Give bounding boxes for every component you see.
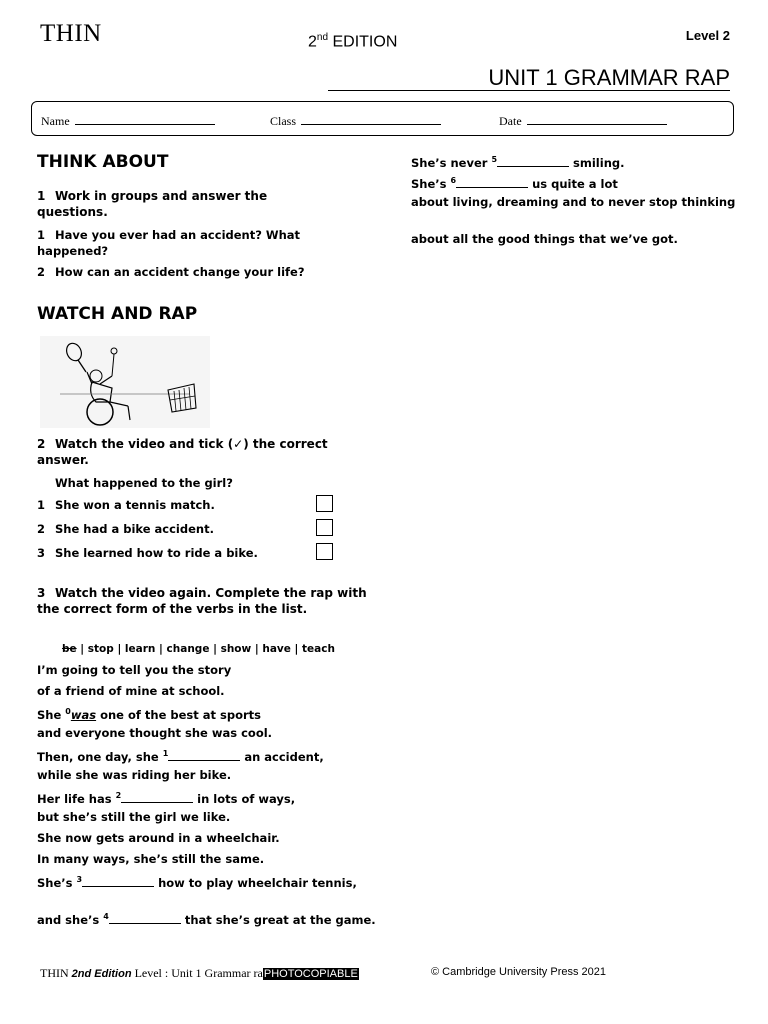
rap-line-2: of a friend of mine at school. bbox=[37, 684, 225, 698]
class-field[interactable]: Class bbox=[270, 114, 441, 129]
question-1: 1 Have you ever had an accident? What happened? bbox=[37, 228, 301, 258]
option-2: 2 She had a bike accident. bbox=[37, 522, 214, 536]
rap-line-14: She’s $^6$ us quite a lot bbox=[411, 176, 618, 191]
rap-line-13: She’s never $^5$ smiling. bbox=[411, 155, 625, 170]
blank-5[interactable] bbox=[497, 155, 569, 167]
blank-3[interactable] bbox=[82, 875, 154, 887]
option-3-checkbox[interactable] bbox=[316, 543, 333, 560]
option-2-checkbox[interactable] bbox=[316, 519, 333, 536]
wheelchair-tennis-illustration bbox=[40, 336, 210, 428]
unit-title: UNIT 1 GRAMMAR RAP bbox=[488, 65, 730, 90]
name-field[interactable]: Name bbox=[41, 114, 215, 129]
rap-line-3: She $^0$was one of the best at sports bbox=[37, 707, 262, 722]
rap-line-15: about living, dreaming and to never stop thinking bbox=[411, 195, 736, 209]
rap-line-11: She’s $^3$ how to play wheelchair tennis, bbox=[37, 875, 357, 890]
rap-line-4: and everyone thought she was cool. bbox=[37, 726, 273, 740]
rap-line-7: Her life has $^2$ in lots of ways, bbox=[37, 791, 296, 806]
rap-line-6: while she was riding her bike. bbox=[37, 768, 232, 782]
rap-line-1: I’m going to tell you the story bbox=[37, 663, 232, 677]
rap-line-9: She now gets around in a wheelchair. bbox=[37, 831, 280, 845]
brand-title: THIN bbox=[40, 20, 102, 47]
date-field[interactable]: Date bbox=[499, 114, 667, 129]
photocopiable-badge: PHOTOCOPIABLE bbox=[263, 968, 358, 980]
task-1: 1 Work in groups and answer the questions. bbox=[37, 189, 268, 219]
question-2: 2 How can an accident change your life? bbox=[37, 265, 305, 279]
word-list: be | stop | learn | change | show | have | teach bbox=[62, 643, 335, 655]
option-1: 1 She won a tennis match. bbox=[37, 498, 215, 512]
task-2-question: What happened to the girl? bbox=[55, 476, 233, 490]
blank-6[interactable] bbox=[456, 176, 528, 188]
watch-and-rap-heading: WATCH AND RAP bbox=[37, 304, 198, 324]
rap-line-12: and she’s $^4$ that she’s great at the game. bbox=[37, 912, 376, 927]
task-2: 2 Watch the video and tick (✓) the correct answer. bbox=[37, 437, 328, 467]
blank-2[interactable] bbox=[121, 791, 193, 803]
option-1-checkbox[interactable] bbox=[316, 495, 333, 512]
blank-4[interactable] bbox=[109, 912, 181, 924]
blank-1[interactable] bbox=[168, 749, 240, 761]
rap-line-5: Then, one day, she $^1$ an accident, bbox=[37, 749, 324, 764]
rap-line-16: about all the good things that we’ve got. bbox=[411, 232, 678, 246]
think-about-heading: THINK ABOUT bbox=[37, 152, 169, 172]
footer-credit: THIN 2nd Edition Level : Unit 1 Grammar raPHOTOCOPIABLE bbox=[40, 966, 358, 980]
edition-label: 2nd EDITION bbox=[308, 32, 398, 51]
option-3: 3 She learned how to ride a bike. bbox=[37, 546, 258, 560]
copyright: © Cambridge University Press 2021 bbox=[431, 966, 607, 978]
rap-line-10: In many ways, she’s still the same. bbox=[37, 852, 265, 866]
student-info-box bbox=[31, 101, 734, 136]
task-3: 3 Watch the video again. Complete the rap with the correct form of the verbs in the list. bbox=[37, 586, 367, 616]
rap-line-8: but she’s still the girl we like. bbox=[37, 810, 231, 824]
level-label: Level 2 bbox=[685, 28, 730, 43]
